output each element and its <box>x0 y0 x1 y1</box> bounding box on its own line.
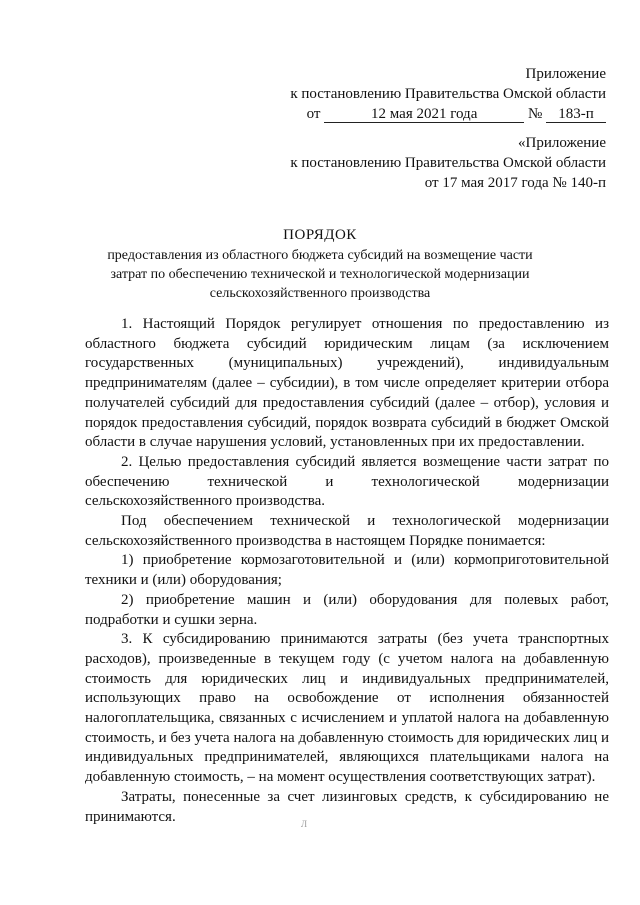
previous-resolution-date: от 17 мая 2017 года № 140-п <box>424 175 606 191</box>
paragraph: 2. Целью предоставления субсидий является возмещение части затрат по обеспечению технической и технологической модернизации сельскохозяйственного производства. <box>85 453 609 510</box>
document-body <box>85 315 609 827</box>
resolution-number: 183-п <box>546 106 606 123</box>
resolution-date: 12 мая 2021 года <box>324 106 524 123</box>
paragraph: Под обеспечением технической и технологической модернизации сельскохозяйственного производства в настоящем Порядке понимается: <box>85 513 609 549</box>
paragraph: 1) приобретение кормозаготовительной и (или) кормоприготовительной техники и (или) оборудования; <box>85 552 609 589</box>
document-subtitle: предоставления из областного бюджета субсидий на возмещение части затрат по обеспечению технической и технологической модернизации сельскохозяйственного производства <box>107 248 533 301</box>
document-title: ПОРЯДОК <box>283 227 357 243</box>
resolution-reference: к постановлению Правительства Омской области <box>290 86 606 102</box>
paragraph: 1. Настоящий Порядок регулирует отношения по предоставлению из областного бюджета субсидий юридическим лицам (за исключением государственных (муниципальных) учреждений), индивидуальным предпринимателям (далее – субсидии), в том числе определяет критерии отбора получателей субсидий для предоставления субсидий (далее – отбор), условия и порядок предоставления субсидий, порядок возврата субсидий в бюджет Омской области в случае нарушения условий, установленных при их предоставлении. <box>85 316 609 451</box>
paragraph: Затраты, понесенные за счет лизинговых средств, к субсидированию не принимаются. <box>85 788 609 825</box>
resolution-date-line <box>290 104 606 124</box>
paragraph: 2) приобретение машин и (или) оборудования для полевых работ, подработки и сушки зерна. <box>85 591 609 628</box>
paragraph: 3. К субсидированию принимаются затраты (без учета транспортных расходов), произведенные в текущем году (с учетом налога на добавленную стоимость для юридических лиц и индивидуальных предпринимателей, использующих право на освобождение от исполнения обязанностей налогоплательщика, связанных с исчислением и уплатой налога на добавленную стоимость, и без учета налога на добавленную стоимость для юридических лиц и индивидуальных предпринимателей, являющихся плательщиками налога на добавленную стоимость, – на момент осуществления соответствующих затрат). <box>85 631 609 786</box>
appendix-label: Приложение <box>525 66 606 82</box>
appendix-header-current <box>290 64 606 124</box>
previous-resolution-reference: к постановлению Правительства Омской области <box>290 155 606 171</box>
page-mark: Л <box>301 819 308 829</box>
from-label: от <box>306 106 321 122</box>
previous-appendix-label: «Приложение <box>517 135 606 151</box>
document-title-block <box>90 225 550 303</box>
number-label: № <box>527 106 543 122</box>
appendix-header-previous <box>290 133 606 193</box>
